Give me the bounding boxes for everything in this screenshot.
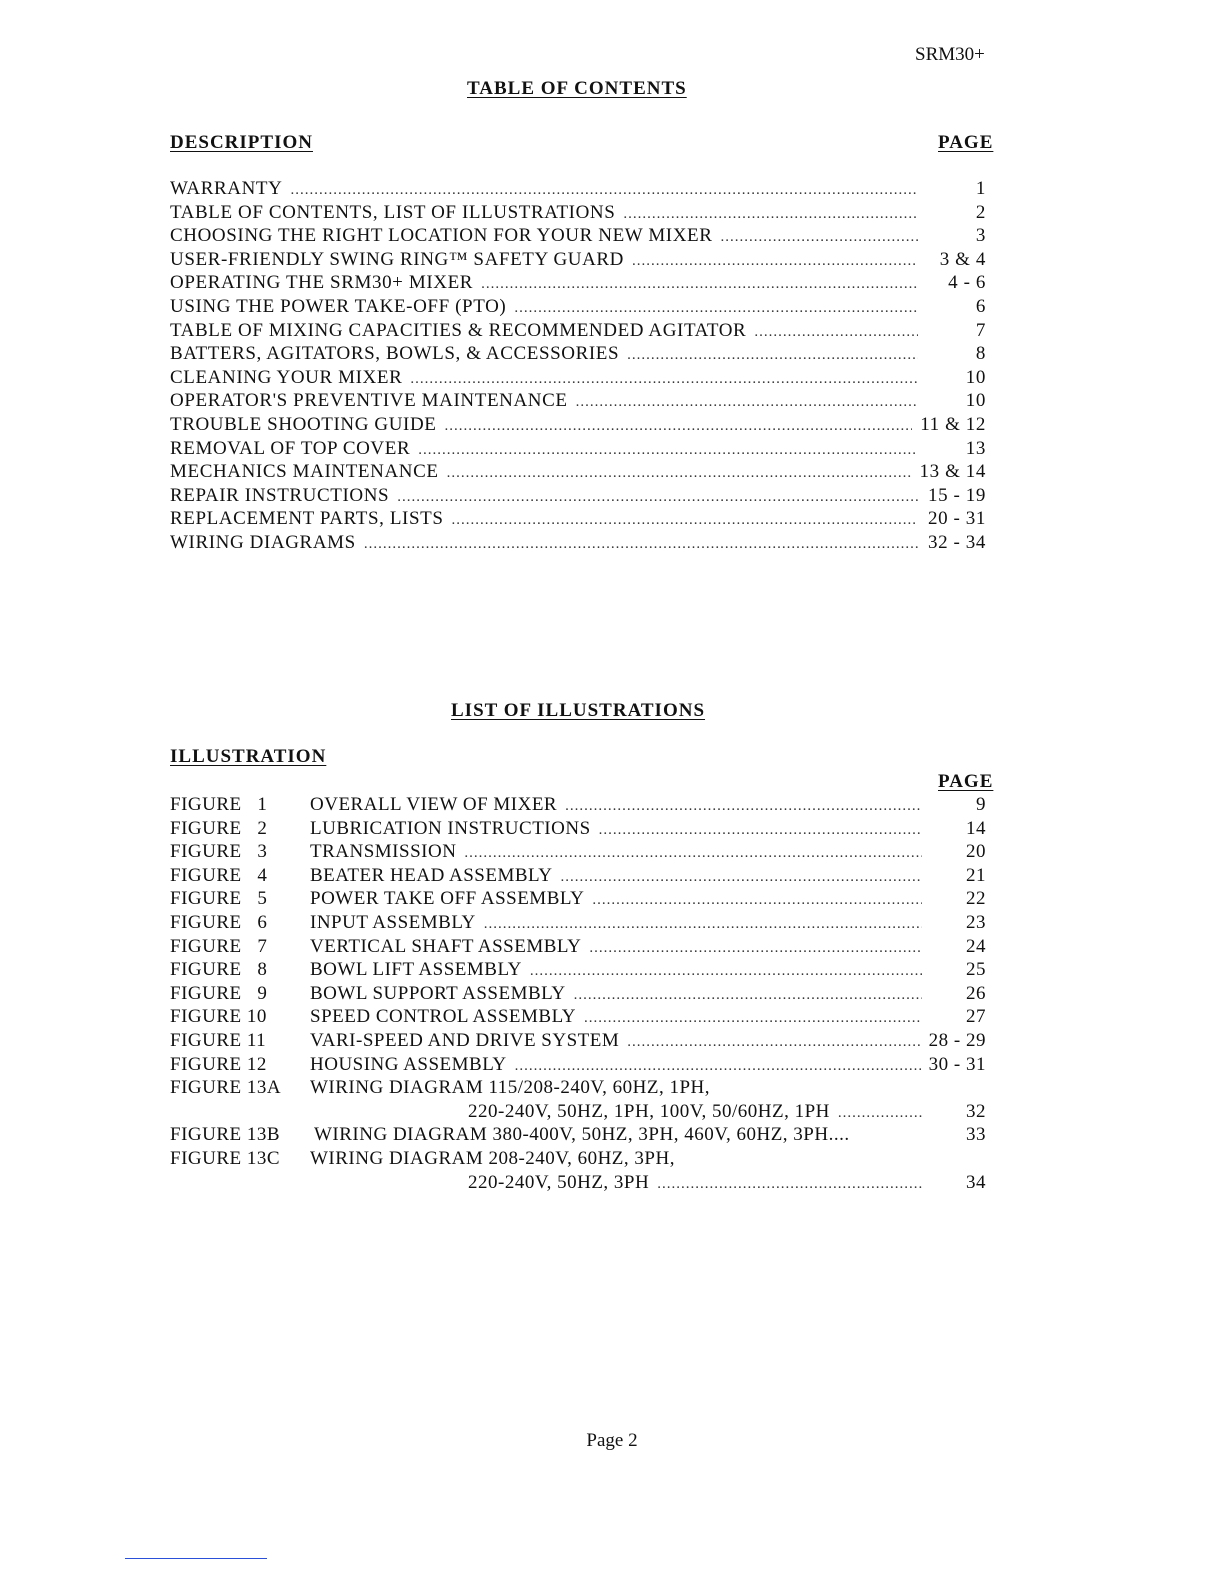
figure-page: 28 - 29 (928, 1029, 986, 1051)
figure-description: SPEED CONTROL ASSEMBLY (310, 1006, 576, 1028)
figure-number: FIGURE 6 (170, 911, 268, 933)
figure-page: 24 (966, 935, 986, 957)
figure-page: 25 (966, 959, 986, 981)
toc-title: TABLE OF CONTENTS (467, 78, 687, 99)
toc-entry-page: 2 (975, 201, 986, 223)
toc-entry-label: TABLE OF CONTENTS, LIST OF ILLUSTRATIONS (170, 201, 616, 223)
toc-entry (170, 367, 986, 391)
figure-description: WIRING DIAGRAM 208-240V, 60HZ, 3PH, (310, 1147, 675, 1169)
figure-entry-continuation (170, 1172, 986, 1196)
figure-description: TRANSMISSION (310, 841, 457, 863)
toc-entry-page: 13 & 14 (919, 461, 986, 483)
figure-description: BEATER HEAD ASSEMBLY (310, 864, 553, 886)
figure-number: FIGURE 13B (170, 1124, 281, 1146)
figure-number: FIGURE 3 (170, 841, 268, 863)
toc-entry (170, 461, 986, 485)
figure-number: FIGURE 12 (170, 1053, 267, 1075)
toc-entry (170, 272, 986, 296)
figure-entry (170, 983, 986, 1007)
toc-entry (170, 249, 986, 273)
figure-number: FIGURE 8 (170, 959, 268, 981)
figure-entry (170, 1006, 986, 1030)
figure-description-line2: 220-240V, 50HZ, 3PH (468, 1171, 650, 1193)
figure-number: FIGURE 5 (170, 888, 268, 910)
figure-description: VERTICAL SHAFT ASSEMBLY (310, 935, 582, 957)
toc-entry (170, 178, 986, 202)
page-number: Page 2 (586, 1430, 638, 1451)
illustrations-list (170, 794, 986, 1195)
figure-page: 23 (966, 911, 986, 933)
toc-entry (170, 485, 986, 509)
toc-entry (170, 390, 986, 414)
toc-entry-label: MECHANICS MAINTENANCE (170, 461, 439, 483)
figure-page: 26 (966, 982, 986, 1004)
toc-entry-label: TABLE OF MIXING CAPACITIES & RECOMMENDED AGITATOR (170, 319, 747, 341)
toc-entry-page: 3 & 4 (939, 248, 986, 270)
figure-page: 27 (966, 1006, 986, 1028)
figure-page: 32 (966, 1100, 986, 1122)
toc-entry-page: 13 (965, 437, 986, 459)
figure-description: VARI-SPEED AND DRIVE SYSTEM (310, 1029, 620, 1051)
toc-entry-page: 32 - 34 (927, 531, 986, 553)
toc-entry (170, 225, 986, 249)
figure-entry (170, 818, 986, 842)
figure-number: FIGURE 10 (170, 1006, 267, 1028)
figure-number: FIGURE 11 (170, 1029, 267, 1051)
figure-page: 30 - 31 (928, 1053, 986, 1075)
figure-page: 21 (966, 864, 986, 886)
figure-entry (170, 936, 986, 960)
toc-entry (170, 202, 986, 226)
toc-entry-label: WARRANTY (170, 178, 283, 199)
toc-entry (170, 532, 986, 556)
illustrations-title: LIST OF ILLUSTRATIONS (451, 700, 706, 721)
toc-entry-page: 7 (975, 319, 986, 341)
toc-col-description: DESCRIPTION (170, 132, 313, 153)
toc-entry-page: 8 (975, 343, 986, 365)
toc-entry (170, 414, 986, 438)
toc-entry-page: 10 (965, 366, 986, 388)
figure-description: INPUT ASSEMBLY (310, 911, 476, 933)
figure-page: 22 (966, 888, 986, 910)
figure-number: FIGURE 9 (170, 982, 268, 1004)
toc-entry-page: 3 (975, 225, 986, 247)
figure-entry (170, 794, 986, 818)
toc-entry (170, 296, 986, 320)
figure-entry (170, 841, 986, 865)
toc-entry-label: CHOOSING THE RIGHT LOCATION FOR YOUR NEW MIXER (170, 225, 713, 247)
figure-description: OVERALL VIEW OF MIXER (310, 794, 558, 815)
toc-entry-page: 4 - 6 (948, 272, 986, 294)
figure-entry (170, 1077, 986, 1101)
toc-entry-page: 20 - 31 (927, 508, 986, 530)
toc-entry-page: 1 (975, 178, 986, 199)
figure-description-line2: 220-240V, 50HZ, 1PH, 100V, 50/60HZ, 1PH (468, 1100, 830, 1122)
figure-page: 33 (966, 1124, 986, 1146)
figure-entry (170, 1030, 986, 1054)
toc-entry (170, 508, 986, 532)
figure-page: 9 (976, 794, 986, 815)
figure-entry (170, 1054, 986, 1078)
toc-entry-label: BATTERS, AGITATORS, BOWLS, & ACCESSORIES (170, 343, 620, 365)
toc-entry-label: REPAIR INSTRUCTIONS (170, 484, 390, 506)
illustrations-col-illustration: ILLUSTRATION (170, 746, 327, 767)
figure-entry (170, 865, 986, 889)
toc-entry-label: OPERATOR'S PREVENTIVE MAINTENANCE (170, 390, 568, 412)
divider (125, 1558, 267, 1559)
figure-page: 20 (966, 841, 986, 863)
figure-number: FIGURE 7 (170, 935, 268, 957)
figure-description: HOUSING ASSEMBLY (310, 1053, 507, 1075)
toc-entry-label: OPERATING THE SRM30+ MIXER (170, 272, 474, 294)
toc-col-page: PAGE (938, 132, 994, 153)
figure-entry (170, 912, 986, 936)
toc-entry-label: CLEANING YOUR MIXER (170, 366, 403, 388)
toc-entry-label: REPLACEMENT PARTS, LISTS (170, 508, 444, 530)
document-model: SRM30+ (915, 44, 985, 65)
figure-entry (170, 888, 986, 912)
toc-entry-label: USING THE POWER TAKE-OFF (PTO) (170, 295, 507, 317)
figure-entry (170, 1148, 986, 1172)
toc-entry-page: 10 (965, 390, 986, 412)
figure-description: POWER TAKE OFF ASSEMBLY (310, 888, 585, 910)
figure-number: FIGURE 13A (170, 1077, 282, 1099)
figure-description: WIRING DIAGRAM 380-400V, 50HZ, 3PH, 460V, 60HZ, 3PH.... (314, 1124, 850, 1146)
illustrations-col-page: PAGE (938, 771, 994, 792)
figure-description: LUBRICATION INSTRUCTIONS (310, 817, 591, 839)
toc-entry-label: USER-FRIENDLY SWING RING™ SAFETY GUARD (170, 248, 625, 270)
toc-entry (170, 320, 986, 344)
toc-entry-label: REMOVAL OF TOP COVER (170, 437, 411, 459)
figure-number: FIGURE 13C (170, 1147, 281, 1169)
toc-entry (170, 343, 986, 367)
toc-entry-page: 15 - 19 (927, 484, 986, 506)
toc-entry-label: TROUBLE SHOOTING GUIDE (170, 413, 437, 435)
toc-entry-page: 11 & 12 (920, 413, 986, 435)
figure-number: FIGURE 2 (170, 817, 268, 839)
figure-entry-continuation (170, 1101, 986, 1125)
figure-description: BOWL LIFT ASSEMBLY (310, 959, 522, 981)
figure-description: BOWL SUPPORT ASSEMBLY (310, 982, 566, 1004)
figure-number: FIGURE 1 (170, 794, 268, 815)
figure-number: FIGURE 4 (170, 864, 268, 886)
figure-page: 14 (966, 817, 986, 839)
figure-description: WIRING DIAGRAM 115/208-240V, 60HZ, 1PH, (310, 1077, 711, 1099)
figure-entry (170, 1124, 986, 1148)
toc-list (170, 178, 986, 556)
toc-entry-label: WIRING DIAGRAMS (170, 531, 356, 553)
figure-page: 34 (966, 1171, 986, 1193)
figure-entry (170, 959, 986, 983)
toc-entry (170, 438, 986, 462)
toc-entry-page: 6 (975, 295, 986, 317)
